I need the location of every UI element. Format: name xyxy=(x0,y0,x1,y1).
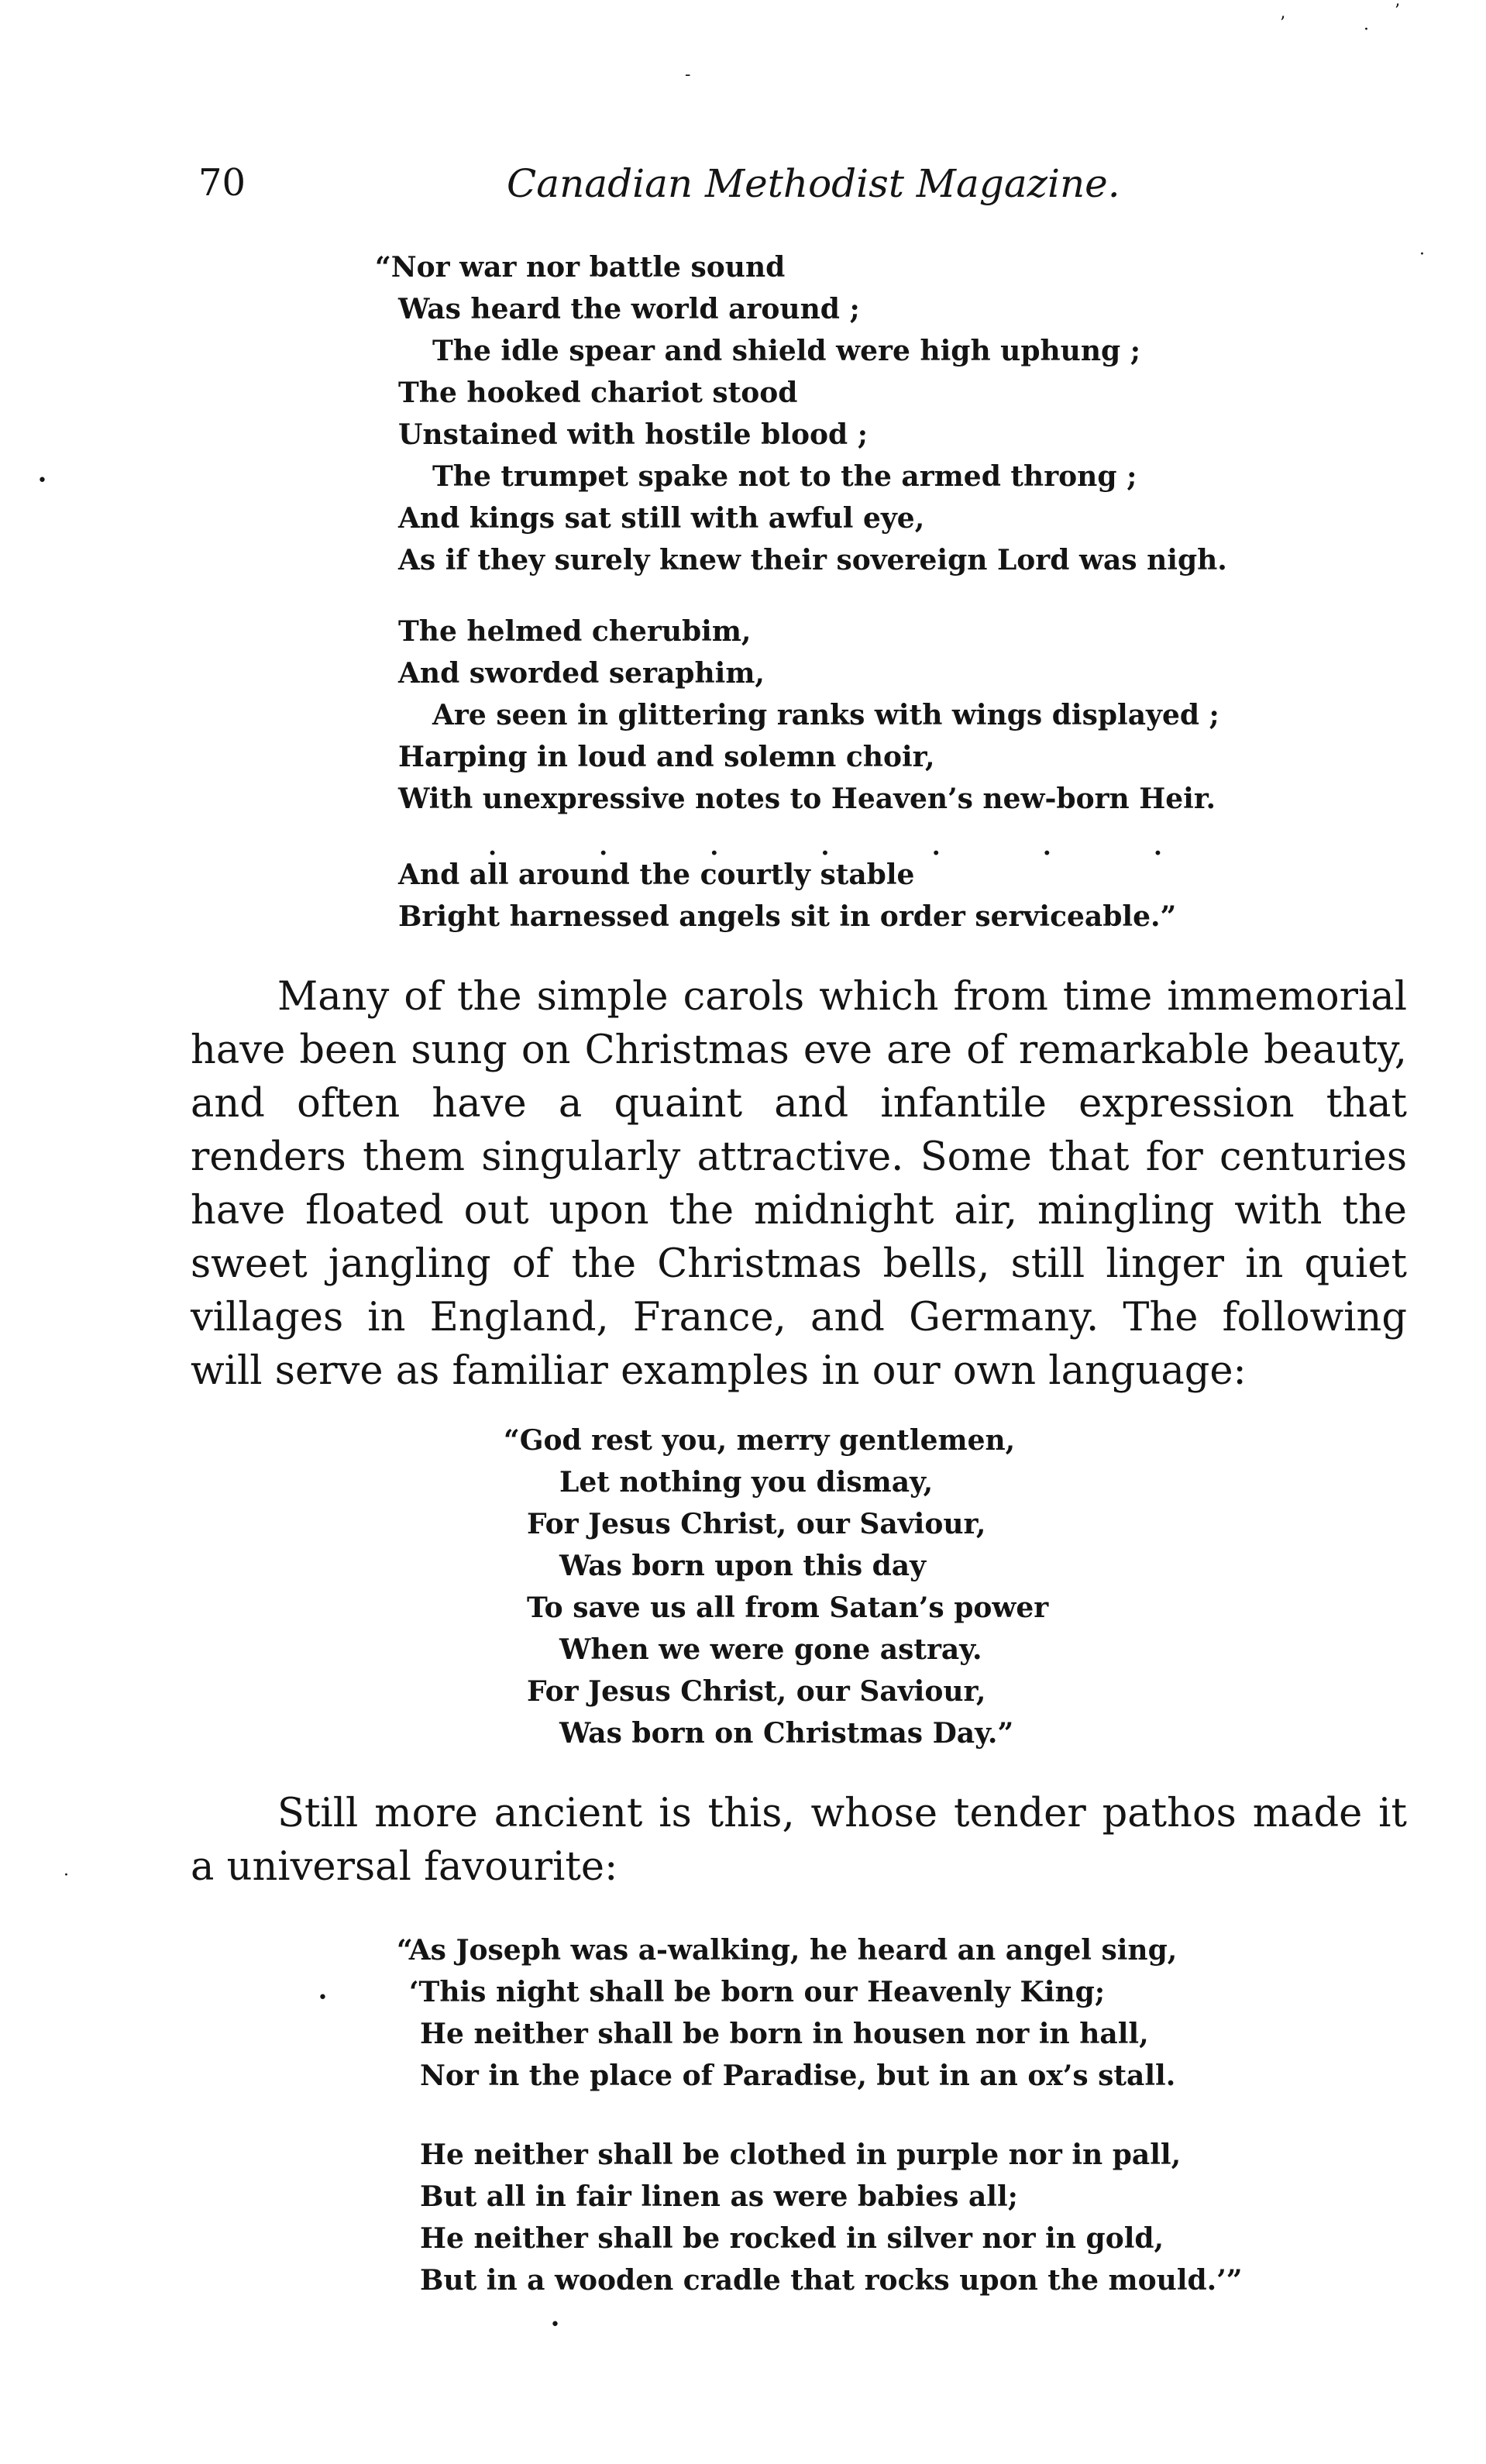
verse-line: He neither shall be born in housen nor in hall, xyxy=(420,2018,1149,2050)
scan-speck: · xyxy=(1364,20,1369,40)
ellipsis-row xyxy=(488,831,1162,861)
poem2-carol xyxy=(504,1420,1049,1754)
poem1-stanza3 xyxy=(398,854,1176,938)
verse-line: ‘This night shall be born our Heavenly King; xyxy=(409,1976,1106,2008)
ellipsis-dot: . xyxy=(1042,831,1051,861)
verse-line: Nor in the place of Paradise, but in an ox’s stall. xyxy=(420,2060,1176,2092)
verse-line: For Jesus Christ, our Saviour, xyxy=(527,1675,986,1708)
verse-line: He neither shall be clothed in purple nor in pall, xyxy=(420,2139,1182,2171)
verse-line: And sworded seraphim, xyxy=(398,657,765,690)
verse-line: The helmed cherubim, xyxy=(398,615,752,648)
verse-line: Bright harnessed angels sit in order serviceable.” xyxy=(398,900,1177,933)
page-number: 70 xyxy=(198,161,246,205)
verse-line: But all in fair linen as were babies all; xyxy=(420,2180,1018,2213)
verse-line: With unexpressive notes to Heaven’s new-born Heir. xyxy=(398,783,1216,815)
verse-line: For Jesus Christ, our Saviour, xyxy=(527,1508,986,1540)
poem3-stanza1 xyxy=(397,1929,1178,2097)
ellipsis-dot: . xyxy=(1153,831,1162,861)
verse-line: Let nothing you dismay, xyxy=(559,1466,934,1499)
verse-line: Was born on Christmas Day.” xyxy=(559,1717,1014,1750)
scan-speck: ‐ xyxy=(685,65,691,84)
verse-line: Unstained with hostile blood ; xyxy=(398,418,868,451)
verse-line: Are seen in glittering ranks with wings displayed ; xyxy=(432,699,1219,731)
body-paragraph-1 xyxy=(191,970,1407,1398)
verse-line: When we were gone astray. xyxy=(559,1633,982,1666)
verse-line: He neither shall be rocked in silver nor in gold, xyxy=(420,2222,1164,2255)
paragraph-text: Many of the simple carols which from time immemorial have been sung on Christmas eve are of remarkable beauty, and often have a quaint and infantile expression that renders them singularly attractive. Some that for centuries have floated out upon the midnight air, mingling with the sweet jangling of the Christmas bells, still linger in quiet villages in England, France, and Germany. The following will serve as familiar examples in our own language: xyxy=(191,974,1407,1394)
poem1-stanza2 xyxy=(398,611,1219,820)
scan-speck: ’ xyxy=(1280,14,1285,33)
verse-line: But in a wooden cradle that rocks upon the mould.’” xyxy=(420,2264,1243,2297)
verse-line: Harping in loud and solemn choir, xyxy=(398,741,935,773)
verse-line: The idle spear and shield were high uphung ; xyxy=(432,335,1141,367)
poem3-stanza2 xyxy=(420,2134,1242,2301)
scan-speck: · xyxy=(1419,245,1425,264)
verse-line: The hooked chariot stood xyxy=(398,377,798,409)
scan-speck: • xyxy=(37,471,47,490)
verse-line: And kings sat still with awful eye, xyxy=(398,502,925,535)
poem1-stanza1 xyxy=(375,246,1227,581)
verse-line: And all around the courtly stable xyxy=(398,859,915,891)
ellipsis-dot: . xyxy=(710,831,719,861)
verse-line: To save us all from Satan’s power xyxy=(527,1592,1049,1624)
ellipsis-dot: . xyxy=(599,831,608,861)
verse-line: The trumpet spake not to the armed throng ; xyxy=(432,460,1137,493)
verse-line: “God rest you, merry gentlemen, xyxy=(504,1424,1016,1457)
ellipsis-dot: . xyxy=(488,831,497,861)
scan-speck: · xyxy=(64,1866,69,1885)
scan-speck: ’ xyxy=(1395,2,1400,21)
paragraph-text: Still more ancient is this, whose tender pathos made it a universal favourite: xyxy=(191,1791,1407,1890)
body-paragraph-2 xyxy=(191,1787,1407,1894)
page-header xyxy=(198,161,1407,215)
ellipsis-dot: . xyxy=(931,831,941,861)
ellipsis-dot: . xyxy=(820,831,830,861)
verse-line: “As Joseph was a-walking, he heard an angel sing, xyxy=(397,1934,1178,1967)
verse-line: Was born upon this day xyxy=(559,1550,927,1582)
verse-line: As if they surely knew their sovereign Lord was nigh. xyxy=(398,544,1227,576)
verse-line: Was heard the world around ; xyxy=(398,293,860,325)
verse-line: “Nor war nor battle sound xyxy=(375,251,786,284)
running-title: Canadian Methodist Magazine. xyxy=(507,161,1120,206)
scan-speck: • xyxy=(550,2315,560,2335)
scan-speck: • xyxy=(318,1988,328,2008)
